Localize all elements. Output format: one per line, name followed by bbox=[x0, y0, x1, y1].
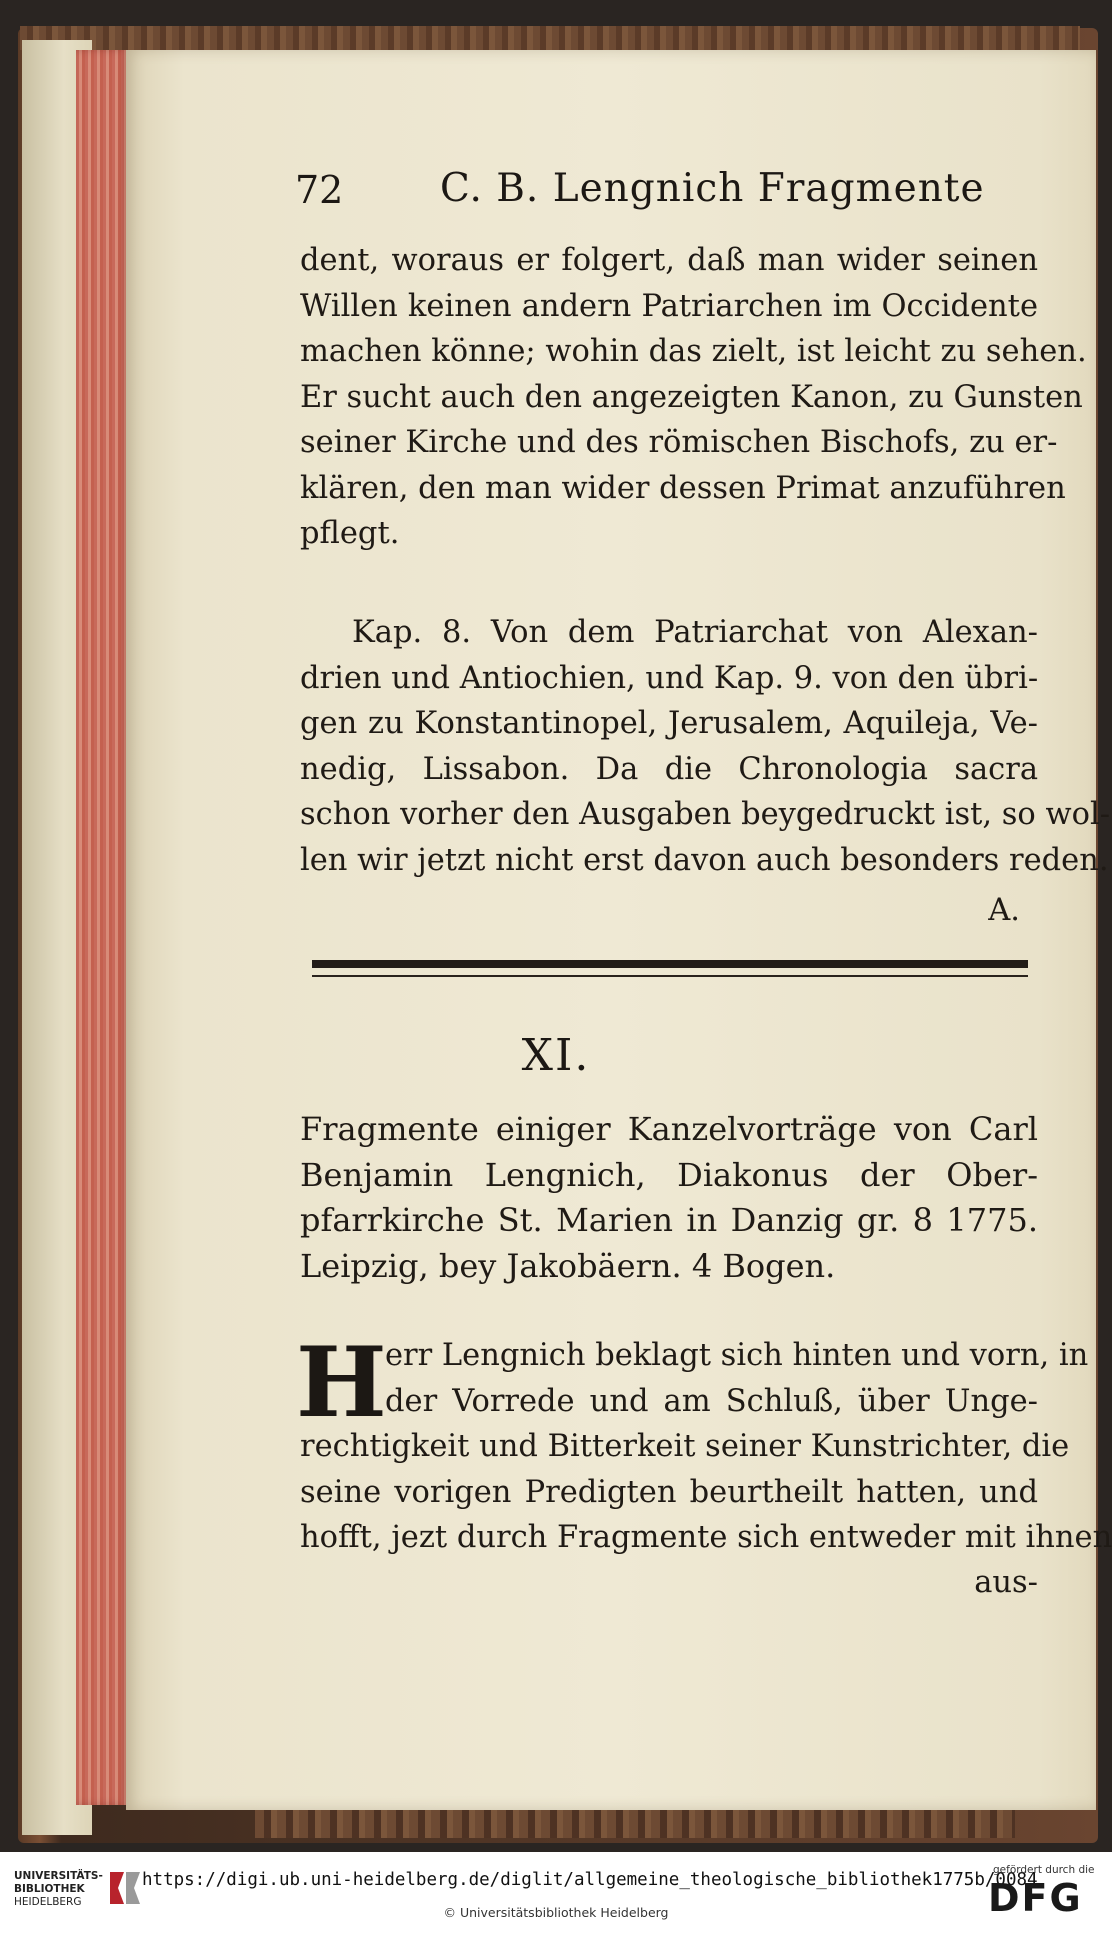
text-line: seiner Kirche und des römischen Bischofs, zu er- bbox=[300, 425, 1058, 460]
text-line: nedig, Lissabon. Da die Chronologia sacra bbox=[300, 751, 1038, 787]
catchword-1: A. bbox=[988, 893, 1020, 928]
paragraph-3 bbox=[300, 1333, 1112, 1561]
paragraph-2 bbox=[300, 610, 1111, 883]
funding-label: gefördert durch die bbox=[993, 1864, 1095, 1876]
title-line: Leipzig, bey Jakobäern. 4 Bogen. bbox=[300, 1246, 836, 1285]
cover-edge-bottom bbox=[255, 1808, 1015, 1838]
text-line: drien und Antiochien, und Kap. 9. von den übri- bbox=[300, 660, 1039, 696]
text-line: err Lengnich beklagt sich hinten und vorn, in bbox=[385, 1338, 1089, 1373]
red-page-edges bbox=[76, 50, 128, 1805]
title-line: Fragmente einiger Kanzelvorträge von Carl bbox=[300, 1110, 1038, 1148]
text-line: Kap. 8. Von dem Patriarchat von Alexan- bbox=[352, 615, 1038, 650]
paragraph-1 bbox=[300, 238, 1087, 557]
drop-cap: H bbox=[296, 1326, 387, 1439]
text-line: len wir jetzt nicht erst davon auch besonders reden. bbox=[300, 842, 1109, 878]
title-line: Benjamin Lengnich, Diakonus der Ober- bbox=[300, 1155, 1038, 1194]
title-line: pfarrkirche St. Marien in Danzig gr. 8 1775. bbox=[300, 1201, 1038, 1239]
text-line: Er sucht auch den angezeigten Kanon, zu Gunsten bbox=[300, 379, 1083, 415]
text-line: der Vorrede und am Schluß, über Unge- bbox=[385, 1383, 1038, 1419]
catchword-2-block bbox=[300, 1560, 1038, 1606]
copyright-notice: © Universitätsbibliothek Heidelberg bbox=[443, 1905, 669, 1920]
catchword-1-block bbox=[300, 888, 1038, 934]
cover-edge-top bbox=[20, 26, 1080, 50]
text-line: hofft, jezt durch Fragmente sich entweder mit ihnen bbox=[300, 1520, 1112, 1555]
text-line: dent, woraus er folgert, daß man wider seinen bbox=[300, 243, 1038, 278]
library-emblem-icon bbox=[108, 1868, 142, 1908]
section-rule-thick bbox=[312, 960, 1028, 968]
text-line: machen könne; wohin das zielt, ist leicht zu sehen. bbox=[300, 334, 1087, 369]
text-line: seine vorigen Predigten beurtheilt hatten, und bbox=[300, 1474, 1038, 1510]
section-number: XI. bbox=[521, 1030, 591, 1081]
running-header-title: C. B. Lengnich Fragmente bbox=[440, 166, 985, 211]
text-line: rechtigkeit und Bitterkeit seiner Kunstrichter, die bbox=[300, 1429, 1070, 1464]
dfg-logo[interactable]: DFG bbox=[988, 1876, 1083, 1920]
catchword-2: aus- bbox=[974, 1565, 1038, 1600]
text-line: pflegt. bbox=[300, 516, 400, 551]
text-line: Willen keinen andern Patriarchen im Occidente bbox=[300, 288, 1038, 324]
permalink-url[interactable]: https://digi.ub.uni-heidelberg.de/diglit/allgemeine_theologische_bibliothek1775b/0084 bbox=[142, 1870, 1038, 1890]
text-line: schon vorher den Ausgaben beygedruckt ist, so wol- bbox=[300, 797, 1111, 832]
section-title bbox=[300, 1107, 1038, 1289]
viewer-footer bbox=[0, 1852, 1112, 1934]
section-rule-thin bbox=[312, 975, 1028, 977]
logo-line-3: HEIDELBERG bbox=[14, 1896, 82, 1908]
logo-line-1: UNIVERSITÄTS- bbox=[14, 1870, 103, 1882]
text-line: klären, den man wider dessen Primat anzuführen bbox=[300, 470, 1066, 506]
logo-line-2: BIBLIOTHEK bbox=[14, 1883, 85, 1895]
text-line: gen zu Konstantinopel, Jerusalem, Aquileja, Ve- bbox=[300, 706, 1038, 741]
page-number: 72 bbox=[295, 168, 344, 212]
